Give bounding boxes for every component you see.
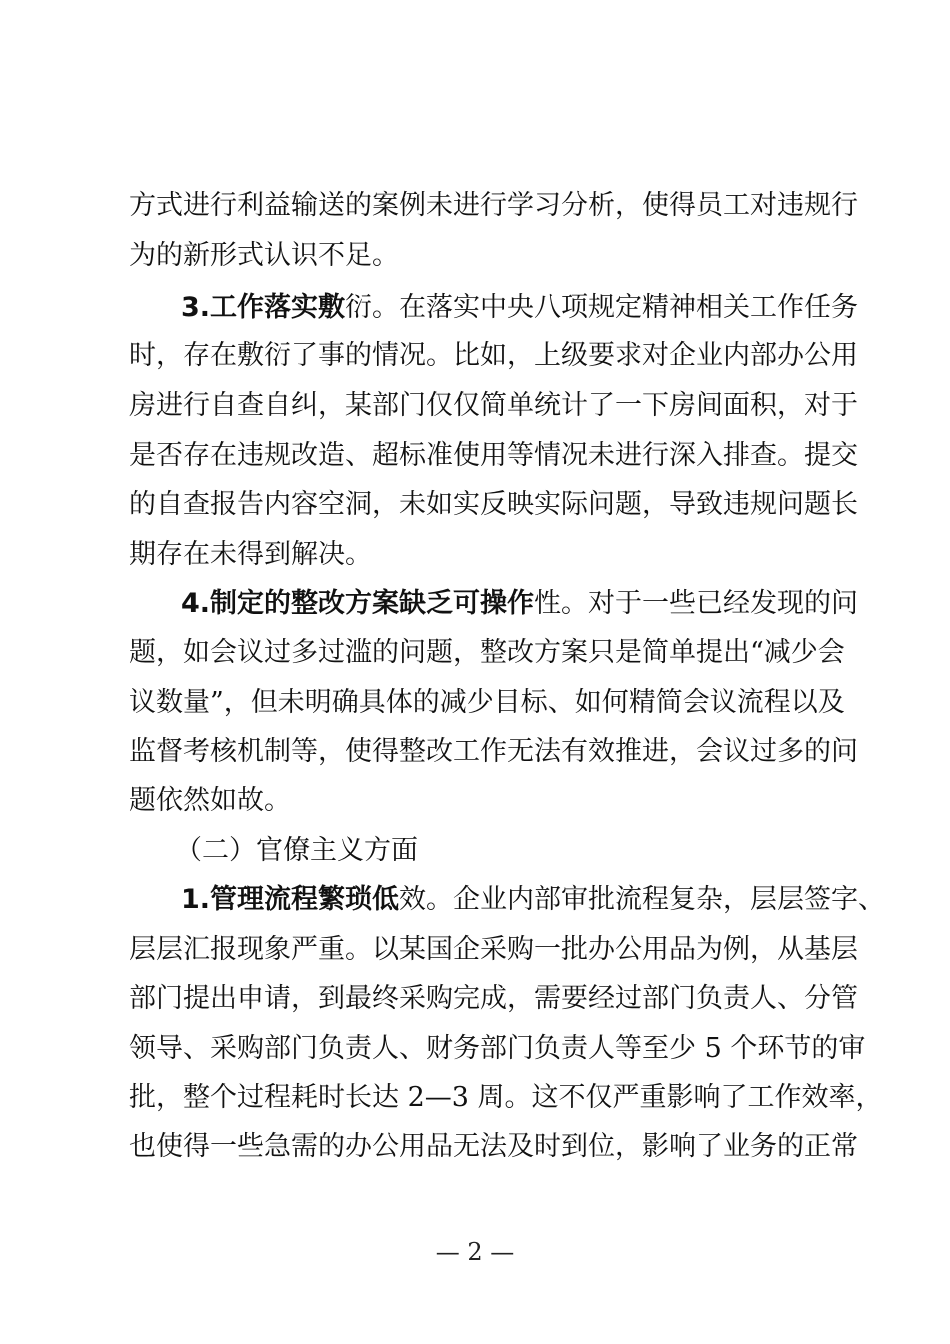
line-text: 也使得一些急需的办公用品无法及时到位，影响了业务的正常 [129, 1131, 858, 1162]
body-line [0, 925, 950, 975]
line-text: 层层汇报现象严重。以某国企采购一批办公用品为例，从基层 [129, 934, 858, 965]
line-text: 为的新形式认识不足。 [129, 240, 399, 271]
line-text: 的自查报告内容空洞，未如实反映实际问题，导致违规问题长 [129, 489, 858, 520]
line-text: 议数量”，但未明确具体的减少目标、如何精简会议流程以及 [129, 687, 845, 718]
bold-heading: 1.管理流程繁琐低 [181, 884, 400, 915]
body-line [0, 530, 950, 580]
body-line [0, 1122, 950, 1172]
body-line [0, 381, 950, 431]
line-text: 领导、采购部门负责人、财务部门负责人等至少 5 个环节的审 [129, 1033, 866, 1064]
subsection-title-line [0, 826, 950, 876]
body-line [0, 776, 950, 826]
line-text: 题依然如故。 [129, 785, 291, 816]
line-text: 部门提出申请，到最终采购完成，需要经过部门负责人、分管 [129, 983, 858, 1014]
bold-heading: 4.制定的整改方案缺乏可操作 [181, 588, 535, 619]
line-text: 方式进行利益输送的案例未进行学习分析，使得员工对违规行 [129, 190, 858, 221]
page-number: — 2 — [435, 1238, 515, 1266]
line-text: 性。对于一些已经发现的问 [534, 588, 859, 619]
line-text: 效。企业内部审批流程复杂，层层签字、 [399, 884, 886, 915]
heading-paragraph [181, 283, 858, 333]
body-line [0, 431, 950, 481]
line-text: 期存在未得到解决。 [129, 539, 372, 570]
body-line [0, 331, 950, 381]
body-line [0, 1073, 950, 1123]
heading-paragraph [181, 579, 858, 629]
line-text: 衍。在落实中央八项规定精神相关工作任务 [345, 292, 859, 323]
line-text: 监督考核机制等，使得整改工作无法有效推进，会议过多的问 [129, 736, 858, 767]
section-heading-line [0, 283, 950, 333]
body-line [0, 480, 950, 530]
heading-paragraph [181, 875, 885, 925]
line-text: 房进行自查自纠，某部门仅仅简单统计了一下房间面积，对于 [129, 390, 858, 421]
body-line [0, 974, 950, 1024]
body-line [0, 628, 950, 678]
body-line [0, 678, 950, 728]
line-text: 题，如会议过多过滥的问题，整改方案只是简单提出“减少会 [129, 637, 845, 668]
line-text: 时，存在敷衍了事的情况。比如，上级要求对企业内部办公用 [129, 340, 858, 371]
section-heading-line [0, 875, 950, 925]
bold-heading: 3.工作落实敷 [181, 292, 346, 323]
body-line [0, 727, 950, 777]
body-line [0, 181, 950, 231]
body-line [0, 231, 950, 281]
body-line [0, 1024, 950, 1074]
section-heading-line [0, 579, 950, 629]
line-text: 批，整个过程耗时长达 2—3 周。这不仅严重影响了工作效率， [129, 1082, 883, 1113]
subsection-title: （二）官僚主义方面 [175, 835, 418, 866]
line-text: 是否存在违规改造、超标准使用等情况未进行深入排查。提交 [129, 440, 858, 471]
